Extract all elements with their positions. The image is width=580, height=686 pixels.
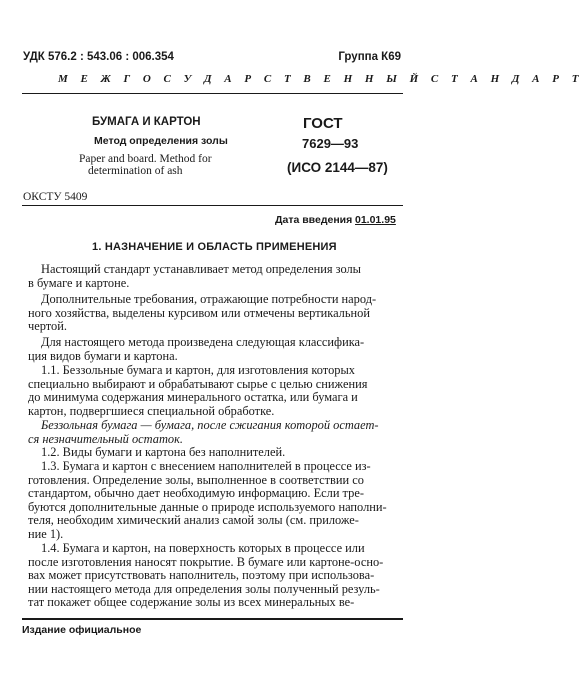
- english-title-line-1: Paper and board. Method for: [79, 153, 212, 165]
- ashless-paper-definition: Беззольная бумага — бумага, после сжигания которой остает- ся незначительный остаток.: [28, 418, 379, 446]
- iso-reference: (ИСО 2144—87): [287, 160, 388, 175]
- paragraph-classification: Для настоящего метода произведена следующая классифика- ция видов бумаги и картона.: [28, 335, 365, 363]
- effective-date-value: 01.01.95: [355, 214, 396, 226]
- title-block-rule: [22, 205, 403, 206]
- clause-1-3: 1.3. Бумага и картон с внесением наполнителей в процессе из- готовления. Определение золы, выполненное в соответствии со стандартом, обычно дает необходимую информацию. Если тре- буются дополнительные данные о природе используемого наполни- теля, необходим химический анализ самой золы (см. приложе- ние 1).: [28, 459, 387, 541]
- clause-1-1: 1.1. Беззольные бумага и картон, для изготовления которых специально выбирают и обрабатывают сырье с целью снижения до минимума содержания минерального остатка, или бумага и картон, подвергшиеся специальной обработке.: [28, 363, 368, 418]
- udk-code: УДК 576.2 : 543.06 : 006.354: [23, 51, 174, 63]
- document-subtitle: Метод определения золы: [94, 135, 228, 147]
- interstate-standard-banner: М Е Ж Г О С У Д А Р С Т В Е Н Н Ы Й С Т А Н Д А Р Т: [58, 73, 580, 85]
- top-rule: [22, 93, 403, 94]
- paragraph-intro: Настоящий стандарт устанавливает метод определения золы в бумаге и картоне.: [28, 262, 361, 290]
- document-title: БУМАГА И КАРТОН: [92, 116, 201, 128]
- group-code: Группа К69: [338, 51, 401, 63]
- clause-1-4: 1.4. Бумага и картон, на поверхность которых в процессе или после изготовления наносят покрытие. В бумаге или картоне-осно- вах может присутствовать наполнитель, поэтому при использова- нии настоящего метода для определения золы полученный резуль- тат покажет общее содержание золы из всех минеральных ве-: [28, 541, 384, 610]
- english-title-line-2: determination of ash: [88, 165, 183, 177]
- clause-1-2: 1.2. Виды бумаги и картона без наполнителей.: [41, 445, 286, 459]
- official-edition-note: Издание официальное: [22, 624, 142, 636]
- footer-rule: [22, 618, 403, 620]
- gost-number: 7629—93: [302, 136, 359, 151]
- effective-date-label: Дата введения: [275, 214, 353, 226]
- paragraph-additional-requirements: Дополнительные требования, отражающие потребности народ- ного хозяйства, выделены курсивом или отмечены вертикальной чертой.: [28, 292, 377, 334]
- gost-label: ГОСТ: [303, 115, 343, 132]
- section-heading: 1. НАЗНАЧЕНИЕ И ОБЛАСТЬ ПРИМЕНЕНИЯ: [92, 241, 337, 253]
- okstu-code: ОКСТУ 5409: [23, 191, 88, 203]
